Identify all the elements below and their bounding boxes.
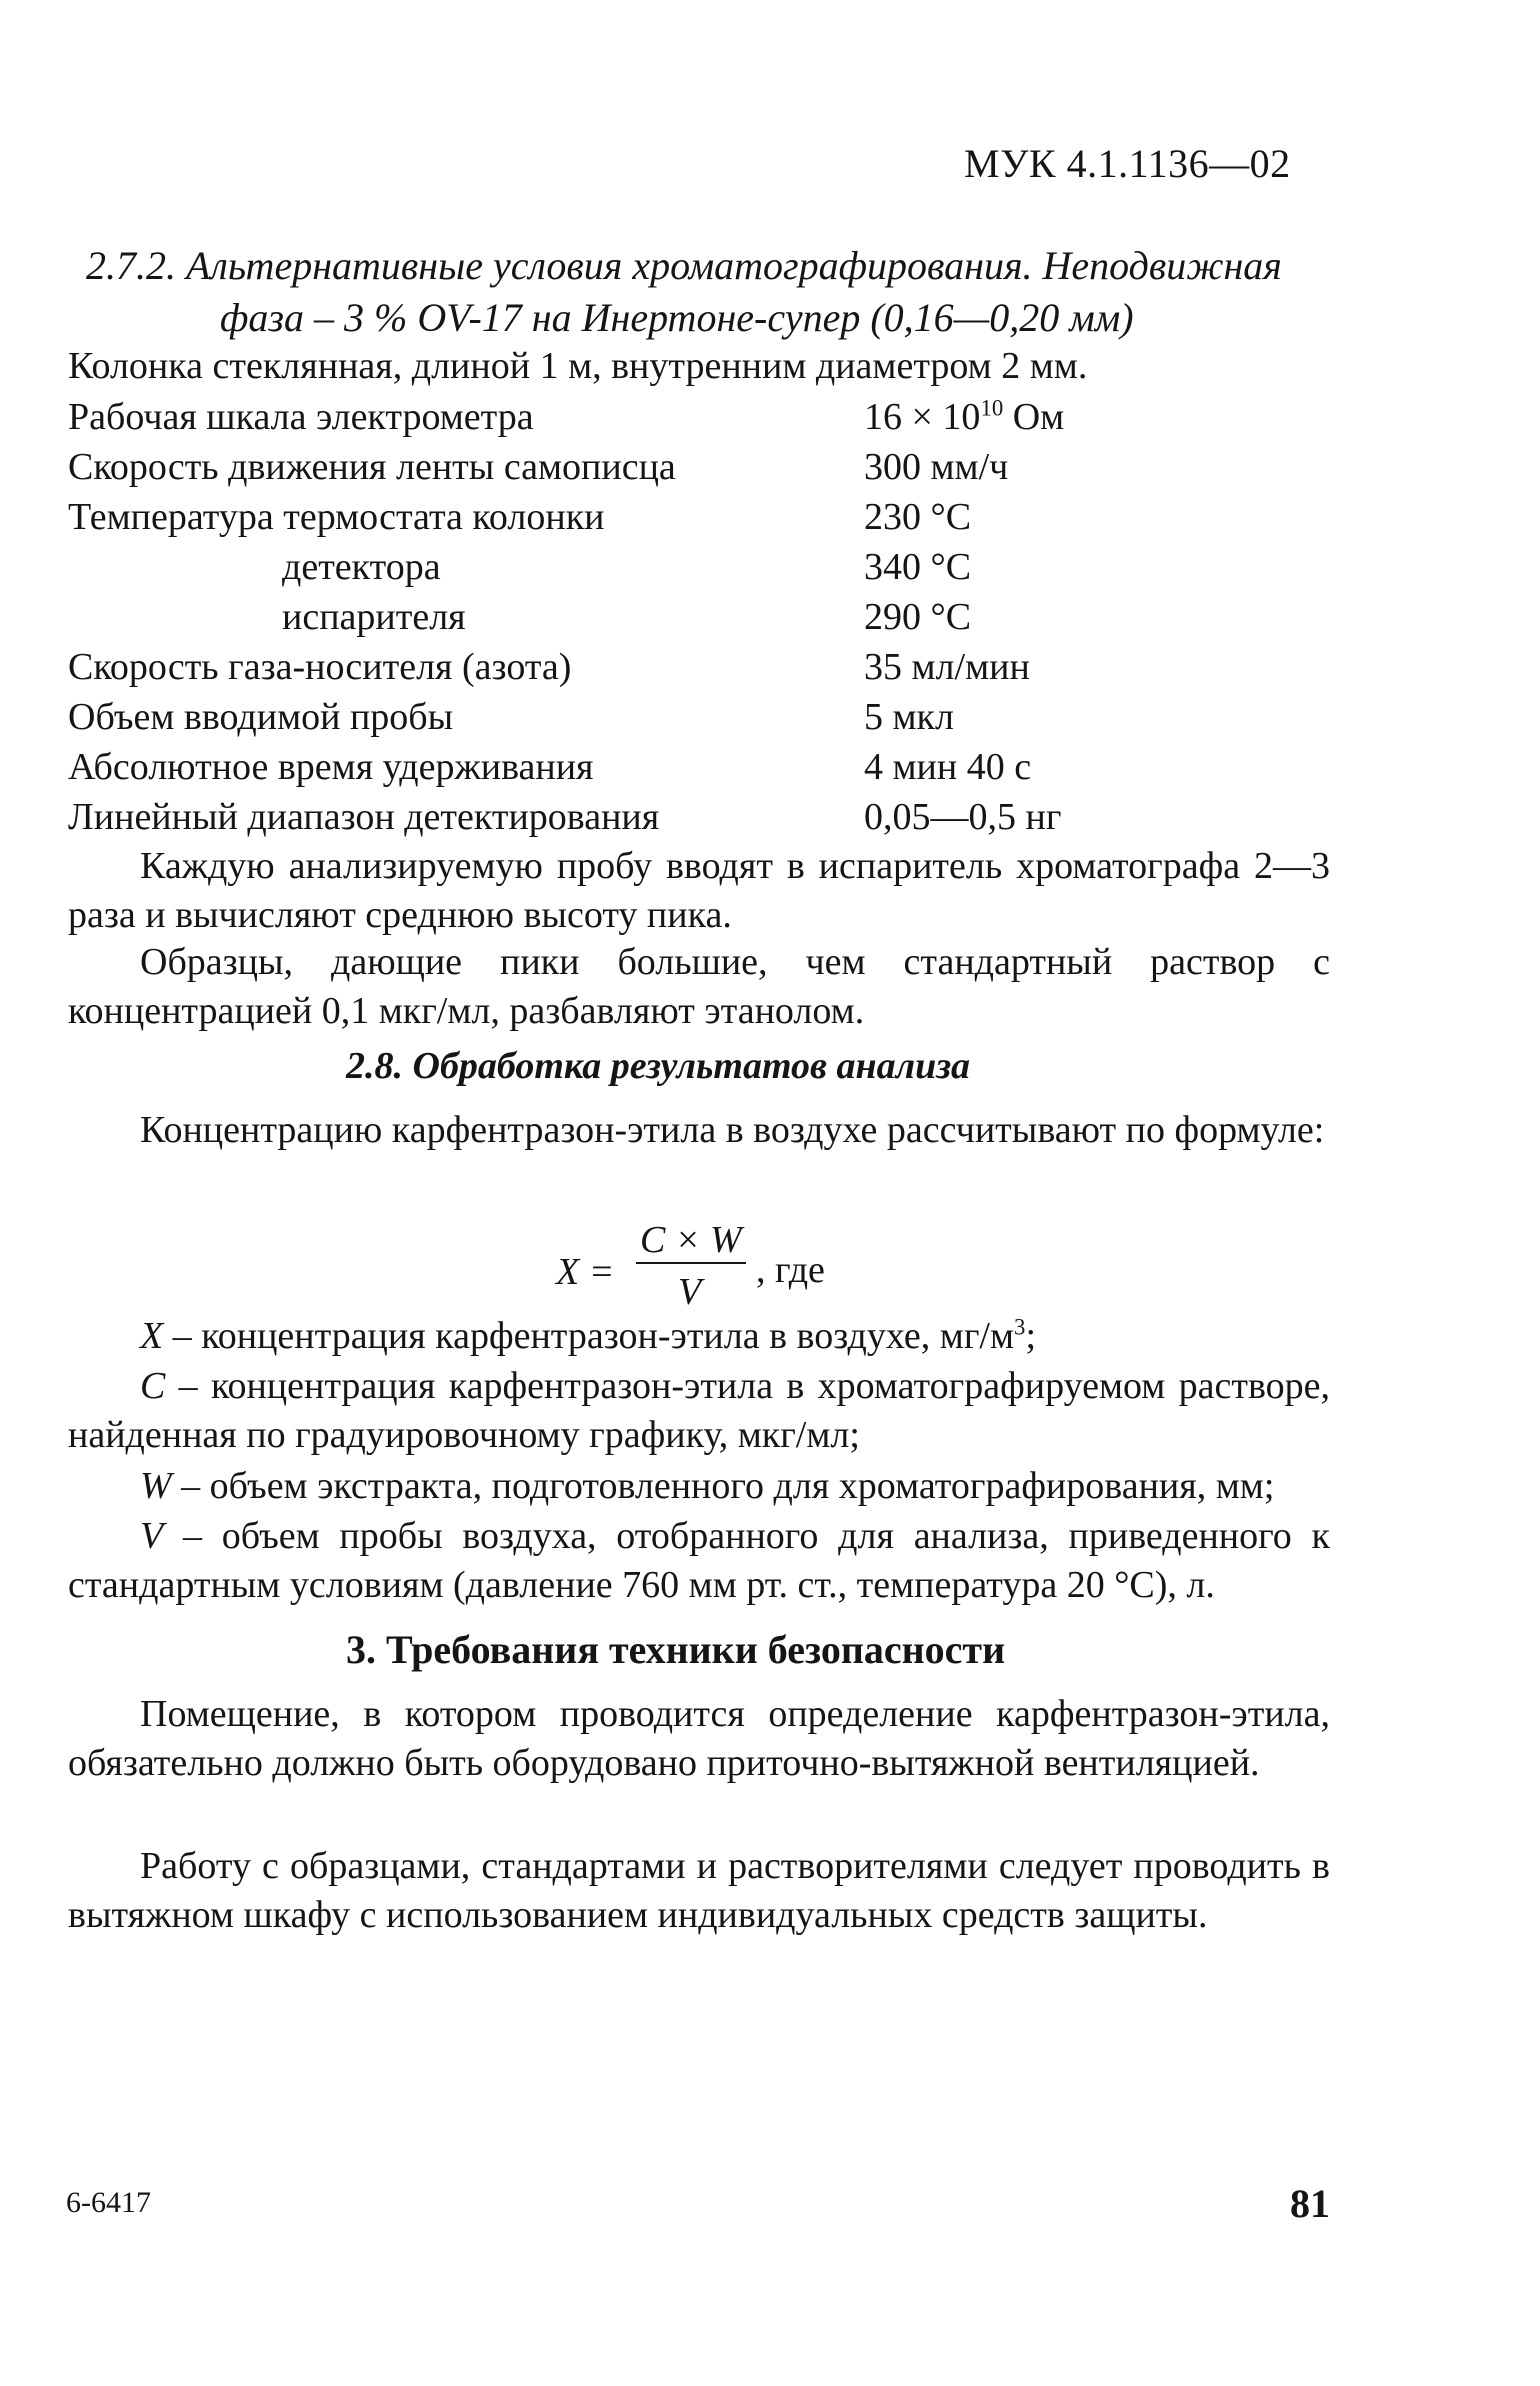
param-label: Скорость газа-носителя (азота) xyxy=(68,646,572,688)
param-value: $16 \times 10^{10}$ Ом xyxy=(864,395,1065,438)
param-label: Линейный диапазон детектирования xyxy=(68,796,660,838)
section-2-8-heading: 2.8. Обработка результатов анализа xyxy=(346,1045,971,1087)
document-id-header: МУК 4.1.1136—02 xyxy=(964,141,1291,186)
param-value: 5 мкл xyxy=(864,696,954,738)
definition-x: X – концентрация карфентразон-этила в воздухе, $мг/м^3$; xyxy=(140,1314,1036,1357)
param-value: 230 °С xyxy=(864,496,972,538)
param-label: Скорость движения ленты самописца xyxy=(68,446,676,488)
param-label: детектора xyxy=(282,546,441,588)
page-number: 81 xyxy=(1290,2181,1330,2226)
paragraph-formula-intro: Концентрацию карфентразон-этила в воздухе рассчитывают по формуле: xyxy=(140,1109,1325,1151)
section-2-7-2-title-line1: 2.7.2. Альтернативные условия хроматографирования. Неподвижная xyxy=(86,243,1282,288)
formula-numerator: C × W xyxy=(640,1219,742,1261)
section-2-7-2-title-line2: фаза – 3 % OV-17 на Инертоне-супер (0,16—0,20 мм) xyxy=(220,295,1134,340)
paragraph-dilution: Образцы, дающие пики большие, чем стандартный раствор с концентрацией 0,1 мкг/мл, разбавляют этанолом. xyxy=(68,941,1330,1032)
param-value: 4 мин 40 с xyxy=(864,746,1032,788)
param-value: 290 °С xyxy=(864,596,972,638)
param-value: 340 °С xyxy=(864,546,972,588)
definition-w: W – объем экстракта, подготовленного для хроматографирования, мм; xyxy=(140,1465,1275,1507)
paragraph-injection: Каждую анализируемую пробу вводят в испаритель хроматографа 2—3 раза и вычисляют среднюю высоту пика. xyxy=(68,845,1330,936)
param-label: Температура термостата колонки xyxy=(68,496,605,538)
formula-where: , где xyxy=(756,1249,825,1291)
print-code: 6-6417 xyxy=(66,2186,151,2219)
section-3-heading: 3. Требования техники безопасности xyxy=(346,1627,1006,1672)
definition-c: C – концентрация карфентразон-этила в хроматографируемом растворе, найденная по градуировочному графику, мкг/мл; xyxy=(68,1365,1330,1456)
paragraph-safety-equipment: Работу с образцами, стандартами и растворителями следует проводить в вытяжном шкафу с использованием индивидуальных средств защиты. xyxy=(68,1845,1330,1936)
param-label: Объем вводимой пробы xyxy=(68,696,454,738)
formula-denominator: V xyxy=(678,1271,702,1313)
param-label: Рабочая шкала электрометра xyxy=(68,396,534,438)
param-value: 35 мл/мин xyxy=(864,646,1030,688)
column-description: Колонка стеклянная, длиной 1 м, внутренним диаметром 2 мм. xyxy=(68,345,1088,387)
param-value: 0,05—0,5 нг xyxy=(864,796,1062,838)
param-label: испарителя xyxy=(282,596,466,638)
paragraph-ventilation: Помещение, в котором проводится определение карфентразон-этила, обязательно должно быть оборудовано приточно-вытяжной вентиляцией. xyxy=(68,1693,1330,1784)
fraction-bar xyxy=(636,1262,746,1264)
definition-v: V – объем пробы воздуха, отобранного для анализа, приведенного к стандартным условиям (давление 760 мм рт. ст., температура 20 °С), л. xyxy=(68,1515,1330,1606)
formula-lhs: X = xyxy=(556,1251,615,1293)
param-value: 300 мм/ч xyxy=(864,446,1009,488)
concentration-formula xyxy=(556,1218,856,1318)
param-label: Абсолютное время удерживания xyxy=(68,746,594,788)
